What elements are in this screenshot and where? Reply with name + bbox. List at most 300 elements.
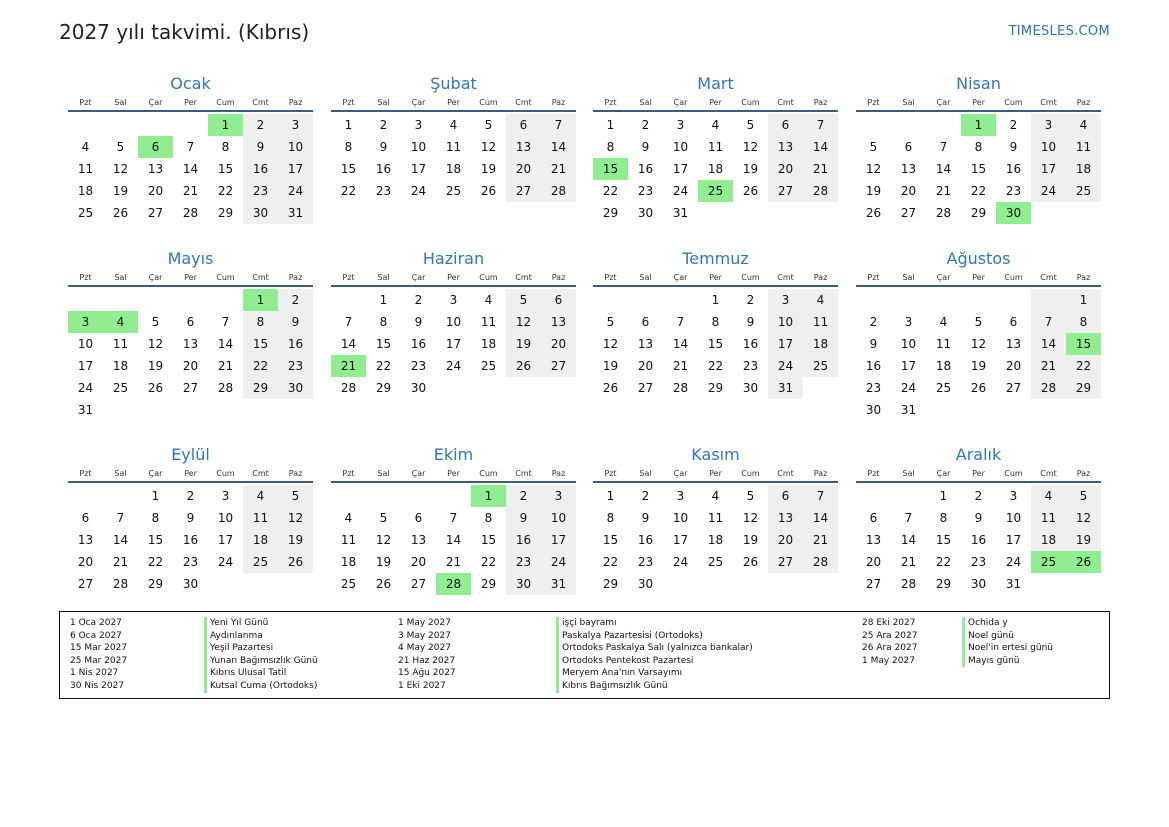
weekday-label: Pzt (342, 273, 355, 282)
day-cell: 8 (1066, 311, 1101, 333)
week-row (593, 158, 838, 180)
day-cell: 17 (900, 359, 917, 373)
week-row (593, 529, 838, 551)
day-cell: 30 (970, 577, 987, 591)
day-cell: 9 (379, 140, 388, 154)
week-row (856, 158, 1101, 180)
empty-cell (698, 202, 733, 224)
day-cell: 26 (480, 184, 497, 198)
empty-cell (173, 289, 208, 311)
weekday-label: Cum (1004, 469, 1023, 478)
day-cell: 11 (243, 507, 278, 529)
day-cell: 18 (340, 555, 357, 569)
day-cell: 3 (1009, 489, 1018, 503)
day-cell: 20 (768, 529, 803, 551)
day-cell: 3 (676, 118, 685, 132)
day-cell: 18 (707, 533, 724, 547)
day-cell: 17 (672, 162, 689, 176)
week-row (68, 573, 313, 595)
day-cell: 28 (340, 381, 357, 395)
day-cell: 16 (375, 162, 392, 176)
day-cell: 7 (186, 140, 195, 154)
empty-cell (541, 377, 576, 399)
day-cell: 5 (974, 315, 983, 329)
day-cell: 22 (147, 555, 164, 569)
day-cell: 21 (182, 184, 199, 198)
day-cell: 26 (147, 381, 164, 395)
day-cell: 24 (278, 180, 313, 202)
week-row (593, 377, 838, 399)
day-cell: 25 (935, 381, 952, 395)
day-cell: 13 (182, 337, 199, 351)
day-cell: 11 (112, 337, 129, 351)
day-cell: 5 (484, 118, 493, 132)
day-cell: 14 (445, 533, 462, 547)
day-cell: 20 (77, 555, 94, 569)
day-cell: 10 (278, 136, 313, 158)
holiday-date: 3 May 2027 (398, 630, 451, 641)
day-cell: 17 (77, 359, 94, 373)
empty-cell (663, 573, 698, 595)
day-cell: 12 (742, 511, 759, 525)
week-row (593, 289, 838, 311)
month-name: Temmuz (682, 249, 749, 268)
week-row (331, 485, 576, 507)
day-cell: 22 (243, 355, 278, 377)
day-cell: 7 (939, 140, 948, 154)
day-cell: 27 (865, 577, 882, 591)
week-row (593, 551, 838, 573)
month-7 (593, 249, 838, 399)
day-cell: 1 (1066, 289, 1101, 311)
holiday-date: 15 Mar 2027 (70, 643, 128, 654)
day-cell: 8 (344, 140, 353, 154)
day-cell: 20 (147, 184, 164, 198)
holiday-name: Meryem Ana'nın Varsayımı (556, 667, 753, 680)
weekday-label: Per (972, 469, 985, 478)
day-cell: 12 (147, 337, 164, 351)
day-cell: 6 (869, 511, 878, 525)
week-row (331, 158, 576, 180)
day-cell: 16 (637, 533, 654, 547)
day-cell: 30 (996, 202, 1031, 224)
weekday-label: Çar (673, 469, 688, 478)
empty-cell (961, 289, 996, 311)
empty-cell (173, 114, 208, 136)
day-cell: 25 (445, 184, 462, 198)
weekday-label: Paz (288, 273, 303, 282)
day-cell: 22 (480, 555, 497, 569)
empty-cell (208, 289, 243, 311)
day-cell: 11 (803, 311, 838, 333)
day-cell: 14 (900, 533, 917, 547)
empty-cell (1031, 573, 1066, 595)
day-cell: 20 (865, 555, 882, 569)
weekday-label: Pzt (604, 98, 617, 107)
day-cell: 7 (803, 114, 838, 136)
day-cell: 29 (707, 381, 724, 395)
day-cell: 19 (742, 162, 759, 176)
day-cell: 28 (112, 577, 129, 591)
day-cell: 8 (484, 511, 493, 525)
weekday-label: Cmt (1040, 469, 1057, 478)
day-cell: 7 (449, 511, 458, 525)
empty-cell (401, 485, 436, 507)
day-cell: 13 (865, 533, 882, 547)
day-cell: 4 (1066, 114, 1101, 136)
empty-cell (698, 573, 733, 595)
week-row (331, 377, 576, 399)
holiday-date: 6 Oca 2027 (70, 630, 122, 641)
day-cell: 18 (77, 184, 94, 198)
week-row (856, 180, 1101, 202)
day-cell: 5 (746, 118, 755, 132)
day-cell: 17 (1005, 533, 1022, 547)
empty-cell (103, 485, 138, 507)
month-name: Aralık (955, 445, 1002, 464)
empty-cell (926, 399, 961, 421)
day-cell: 10 (1005, 511, 1022, 525)
day-cell: 3 (278, 114, 313, 136)
weekday-label: Paz (551, 273, 566, 282)
day-cell: 26 (112, 206, 129, 220)
empty-cell (103, 399, 138, 421)
empty-cell (243, 399, 278, 421)
day-cell: 6 (506, 114, 541, 136)
week-row (331, 507, 576, 529)
empty-cell (436, 377, 471, 399)
week-row (68, 136, 313, 158)
weekday-label: Cmt (777, 273, 794, 282)
day-cell: 6 (768, 485, 803, 507)
week-row (856, 377, 1101, 399)
holiday-names-col-1 (204, 617, 318, 693)
holiday-dates-col-2 (398, 617, 456, 693)
day-cell: 15 (480, 533, 497, 547)
weekday-label: Paz (813, 98, 828, 107)
weekday-label: Çar (148, 469, 163, 478)
day-cell: 30 (637, 577, 654, 591)
day-cell: 16 (1005, 162, 1022, 176)
day-cell: 4 (243, 485, 278, 507)
week-row (593, 114, 838, 136)
empty-cell (1066, 202, 1101, 224)
weekday-label: Cum (1004, 98, 1023, 107)
day-cell: 31 (77, 403, 94, 417)
day-cell: 20 (182, 359, 199, 373)
day-cell: 23 (410, 359, 427, 373)
day-cell: 16 (278, 333, 313, 355)
day-cell: 1 (243, 289, 278, 311)
empty-cell (1066, 573, 1101, 595)
empty-cell (208, 399, 243, 421)
weekday-label: Cmt (252, 469, 269, 478)
day-cell: 3 (1031, 114, 1066, 136)
day-cell: 13 (768, 136, 803, 158)
week-row (856, 573, 1101, 595)
day-cell: 22 (602, 555, 619, 569)
day-cell: 16 (637, 162, 654, 176)
day-cell: 22 (707, 359, 724, 373)
day-cell: 11 (340, 533, 357, 547)
day-cell: 30 (865, 403, 882, 417)
day-cell: 16 (182, 533, 199, 547)
day-cell: 6 (414, 511, 423, 525)
day-cell: 10 (1031, 136, 1066, 158)
day-cell: 7 (904, 511, 913, 525)
day-cell: 27 (410, 577, 427, 591)
weekday-label: Cmt (515, 469, 532, 478)
weekday-label: Paz (813, 469, 828, 478)
day-cell: 11 (1031, 507, 1066, 529)
empty-cell (926, 114, 961, 136)
month-name: Eylül (171, 445, 210, 464)
day-cell: 31 (900, 403, 917, 417)
weekday-header (331, 467, 576, 483)
weekday-label: Cmt (252, 273, 269, 282)
day-cell: 8 (379, 315, 388, 329)
empty-cell (331, 289, 366, 311)
weekday-label: Paz (288, 469, 303, 478)
empty-cell (996, 289, 1031, 311)
empty-cell (891, 485, 926, 507)
day-cell: 27 (768, 180, 803, 202)
weekday-label: Cum (741, 98, 760, 107)
empty-cell (891, 114, 926, 136)
day-cell: 3 (68, 311, 103, 333)
day-cell: 16 (243, 158, 278, 180)
day-cell: 22 (970, 184, 987, 198)
holiday-name: Yeşil Pazartesi (204, 642, 318, 655)
day-cell: 8 (939, 511, 948, 525)
day-cell: 21 (1031, 355, 1066, 377)
week-row (593, 333, 838, 355)
weekday-header (593, 467, 838, 483)
weekday-label: Pzt (604, 469, 617, 478)
day-cell: 9 (414, 315, 423, 329)
day-cell: 14 (112, 533, 129, 547)
day-cell: 9 (1009, 140, 1018, 154)
day-cell: 16 (970, 533, 987, 547)
empty-cell (278, 399, 313, 421)
day-cell: 7 (221, 315, 230, 329)
brand-link[interactable]: TIMESLES.COM (1008, 24, 1110, 39)
holiday-name: Ortodoks Pentekost Pazartesi (556, 655, 753, 668)
day-cell: 14 (672, 337, 689, 351)
day-cell: 4 (1031, 485, 1066, 507)
day-cell: 11 (77, 162, 94, 176)
weekday-label: Paz (1076, 273, 1091, 282)
weekday-label: Cmt (1040, 273, 1057, 282)
day-cell: 25 (112, 381, 129, 395)
day-cell: 12 (865, 162, 882, 176)
day-cell: 4 (449, 118, 458, 132)
day-cell: 25 (340, 577, 357, 591)
weekday-label: Pzt (342, 469, 355, 478)
holiday-date: 1 May 2027 (398, 618, 451, 628)
day-cell: 3 (768, 289, 803, 311)
day-cell: 1 (151, 489, 160, 503)
day-cell: 21 (445, 555, 462, 569)
day-cell: 7 (344, 315, 353, 329)
day-cell: 23 (637, 184, 654, 198)
weekday-label: Çar (673, 273, 688, 282)
day-cell: 28 (541, 180, 576, 202)
empty-cell (593, 289, 628, 311)
holiday-name: Ortodoks Paskalya Salı (yalnızca bankalar) (556, 642, 753, 655)
day-cell: 23 (1005, 184, 1022, 198)
weekday-header (331, 96, 576, 112)
day-cell: 24 (410, 184, 427, 198)
day-cell: 8 (221, 140, 230, 154)
day-cell: 26 (865, 206, 882, 220)
weekday-label: Çar (148, 98, 163, 107)
day-cell: 25 (243, 551, 278, 573)
week-row (856, 114, 1101, 136)
day-cell: 29 (602, 577, 619, 591)
empty-cell (803, 202, 838, 224)
holiday-name: Yunan Bağımsızlık Günü (204, 655, 318, 668)
weekday-header (68, 96, 313, 112)
weekday-label: Sal (639, 469, 652, 478)
day-cell: 27 (506, 180, 541, 202)
day-cell: 9 (506, 507, 541, 529)
day-cell: 1 (208, 114, 243, 136)
holiday-name: Paskalya Pazartesisi (Ortodoks) (556, 630, 753, 643)
day-cell: 28 (1031, 377, 1066, 399)
week-row (856, 333, 1101, 355)
holiday-date: 1 Eki 2027 (398, 680, 446, 691)
day-cell: 18 (445, 162, 462, 176)
weekday-label: Cmt (515, 98, 532, 107)
weekday-label: Sal (639, 273, 652, 282)
day-cell: 20 (1005, 359, 1022, 373)
holiday-date: 26 Ara 2027 (862, 643, 918, 654)
day-cell: 1 (344, 118, 353, 132)
empty-cell (733, 573, 768, 595)
day-cell: 27 (147, 206, 164, 220)
day-cell: 2 (278, 289, 313, 311)
day-cell: 4 (803, 289, 838, 311)
week-row (856, 311, 1101, 333)
day-cell: 27 (900, 206, 917, 220)
week-row (856, 399, 1101, 421)
day-cell: 5 (116, 140, 125, 154)
day-cell: 29 (147, 577, 164, 591)
weekday-label: Cum (216, 469, 235, 478)
day-cell: 29 (480, 577, 497, 591)
day-cell: 8 (711, 315, 720, 329)
day-cell: 18 (1031, 529, 1066, 551)
weekday-label: Çar (673, 98, 688, 107)
week-row (593, 311, 838, 333)
day-cell: 22 (1066, 355, 1101, 377)
month-6 (331, 249, 576, 399)
weekday-label: Cum (479, 273, 498, 282)
day-cell: 12 (506, 311, 541, 333)
week-row (68, 529, 313, 551)
day-cell: 10 (77, 337, 94, 351)
empty-cell (768, 202, 803, 224)
day-cell: 26 (375, 577, 392, 591)
holiday-name: Ochida y (962, 617, 1053, 630)
day-cell: 16 (410, 337, 427, 351)
day-cell: 18 (803, 333, 838, 355)
day-cell: 21 (803, 529, 838, 551)
weekday-label: Per (184, 98, 197, 107)
weekday-label: Paz (551, 469, 566, 478)
day-cell: 23 (506, 551, 541, 573)
holiday-dates-col-1 (70, 617, 127, 693)
holiday-date: 1 Nis 2027 (70, 668, 119, 679)
day-cell: 16 (742, 337, 759, 351)
day-cell: 20 (768, 158, 803, 180)
day-cell: 28 (900, 577, 917, 591)
week-row (856, 355, 1101, 377)
day-cell: 13 (1005, 337, 1022, 351)
day-cell: 19 (147, 359, 164, 373)
day-cell: 2 (243, 114, 278, 136)
day-cell: 12 (742, 140, 759, 154)
day-cell: 18 (243, 529, 278, 551)
day-cell: 11 (707, 140, 724, 154)
day-cell: 31 (541, 573, 576, 595)
day-cell: 10 (541, 507, 576, 529)
month-name: Kasım (691, 445, 740, 464)
day-cell: 10 (900, 337, 917, 351)
day-cell: 4 (711, 118, 720, 132)
weekday-label: Per (709, 98, 722, 107)
week-row (68, 289, 313, 311)
day-cell: 4 (344, 511, 353, 525)
week-row (593, 355, 838, 377)
day-cell: 15 (375, 337, 392, 351)
day-cell: 2 (974, 489, 983, 503)
empty-cell (436, 485, 471, 507)
day-cell: 19 (1066, 529, 1101, 551)
empty-cell (856, 485, 891, 507)
holiday-name: Noel'in ertesi günü (962, 642, 1053, 655)
holiday-date: 15 Ağu 2027 (398, 668, 456, 679)
day-cell: 9 (974, 511, 983, 525)
weekday-header (331, 271, 576, 287)
day-cell: 24 (217, 555, 234, 569)
day-cell: 23 (243, 180, 278, 202)
weekday-label: Sal (114, 98, 127, 107)
day-cell: 6 (541, 289, 576, 311)
weekday-label: Pzt (342, 98, 355, 107)
week-row (68, 551, 313, 573)
holiday-date: 28 Eki 2027 (862, 618, 916, 628)
weekday-label: Sal (114, 469, 127, 478)
empty-cell (803, 573, 838, 595)
day-cell: 10 (672, 140, 689, 154)
weekday-label: Per (447, 273, 460, 282)
day-cell: 17 (541, 529, 576, 551)
day-cell: 25 (803, 355, 838, 377)
day-cell: 10 (672, 511, 689, 525)
day-cell: 29 (970, 206, 987, 220)
day-cell: 11 (445, 140, 462, 154)
empty-cell (173, 399, 208, 421)
weekday-label: Paz (1076, 469, 1091, 478)
day-cell: 21 (900, 555, 917, 569)
day-cell: 3 (904, 315, 913, 329)
day-cell: 28 (436, 573, 471, 595)
weekday-label: Çar (411, 273, 426, 282)
day-cell: 27 (182, 381, 199, 395)
empty-cell (1031, 289, 1066, 311)
